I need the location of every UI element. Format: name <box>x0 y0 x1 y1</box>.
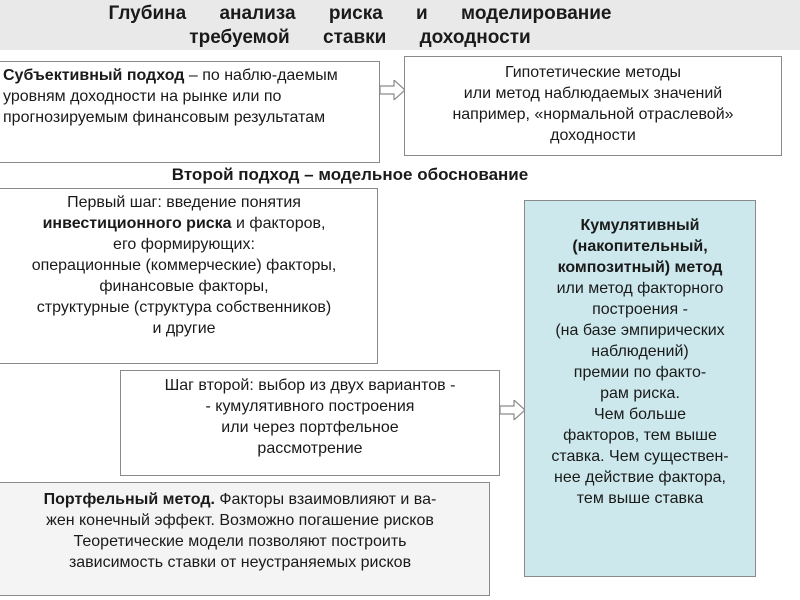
cumulative-line-2: построения - <box>592 301 688 318</box>
second-step-line-3: или через портфельное <box>221 419 399 436</box>
second-step-box <box>120 370 500 476</box>
title-line-1: Глубина анализа риска и моделирование <box>108 3 612 24</box>
arrow-right-icon <box>380 80 406 100</box>
portfolio-text-1: Факторы взаимовлияют и ва- <box>214 491 437 508</box>
portfolio-line-2: жен конечный эффект. Возможно погашение рисков <box>46 512 434 529</box>
cumulative-line-8: факторов, тем выше <box>563 427 717 444</box>
second-step-line-4: рассмотрение <box>257 440 363 457</box>
title-line-2: требуемой ставки доходности <box>189 27 531 48</box>
cumulative-heading-2: (накопительный, <box>572 238 708 255</box>
first-step-box <box>0 188 378 364</box>
portfolio-method-box <box>0 482 490 596</box>
hypothetical-line-2: или метод наблюдаемых значений <box>463 85 723 102</box>
portfolio-line-3: Теоретические модели позволяют построить <box>73 533 407 550</box>
page-title <box>0 0 800 50</box>
cumulative-line-5: премии по факто- <box>573 364 707 381</box>
cumulative-line-7: Чем больше <box>593 406 687 423</box>
second-step-line-2: - кумулятивного построения <box>205 398 415 415</box>
cumulative-line-4: наблюдений) <box>591 343 689 360</box>
subjective-approach-box <box>0 61 380 163</box>
cumulative-heading-1: Кумулятивный <box>580 217 700 234</box>
cumulative-line-6: рам риска. <box>600 385 680 402</box>
first-step-line-4: операционные (коммерческие) факторы, <box>31 257 337 274</box>
cumulative-line-10: нее действие фактора, <box>554 469 726 486</box>
second-step-line-1: Шаг второй: выбор из двух вариантов - <box>164 377 456 394</box>
cumulative-line-1: или метод факторного <box>556 280 724 297</box>
portfolio-line-4: зависимость ставки от неустраняемых рисков <box>68 554 412 571</box>
hypothetical-line-3: например, «нормальной отраслевой» <box>452 106 734 123</box>
first-step-text-1: Первый шаг: введение понятия <box>67 194 301 211</box>
hypothetical-methods-box <box>404 56 782 156</box>
second-approach-heading: Второй подход – модельное обоснование <box>171 165 529 184</box>
first-step-line-6: структурные (структура собственников) <box>36 299 332 316</box>
cumulative-method-box <box>524 200 756 577</box>
first-step-text-2: и факторов, <box>231 215 326 232</box>
cumulative-line-3: (на базе эмпирических <box>555 322 725 339</box>
cumulative-heading-3: композитный) метод <box>557 259 723 276</box>
subjective-heading: Субъективный подход <box>3 67 185 84</box>
first-step-line-7: и другие <box>152 320 216 337</box>
investment-risk-term: инвестиционного риска <box>42 215 232 232</box>
first-step-line-3: его формирующих: <box>113 236 255 253</box>
cumulative-line-9: ставка. Чем существен- <box>551 448 729 465</box>
cumulative-line-11: тем выше ставка <box>576 490 704 507</box>
portfolio-heading: Портфельный метод. <box>43 491 215 508</box>
subjective-text: – по наблю-даемым уровням доходности на рынке или по прогнозируемым финансовым результатам <box>3 67 338 126</box>
first-step-line-5: финансовые факторы, <box>99 278 269 295</box>
hypothetical-line-4: доходности <box>550 127 636 144</box>
arrow-right-icon <box>500 400 526 420</box>
hypothetical-line-1: Гипотетические методы <box>504 64 682 81</box>
